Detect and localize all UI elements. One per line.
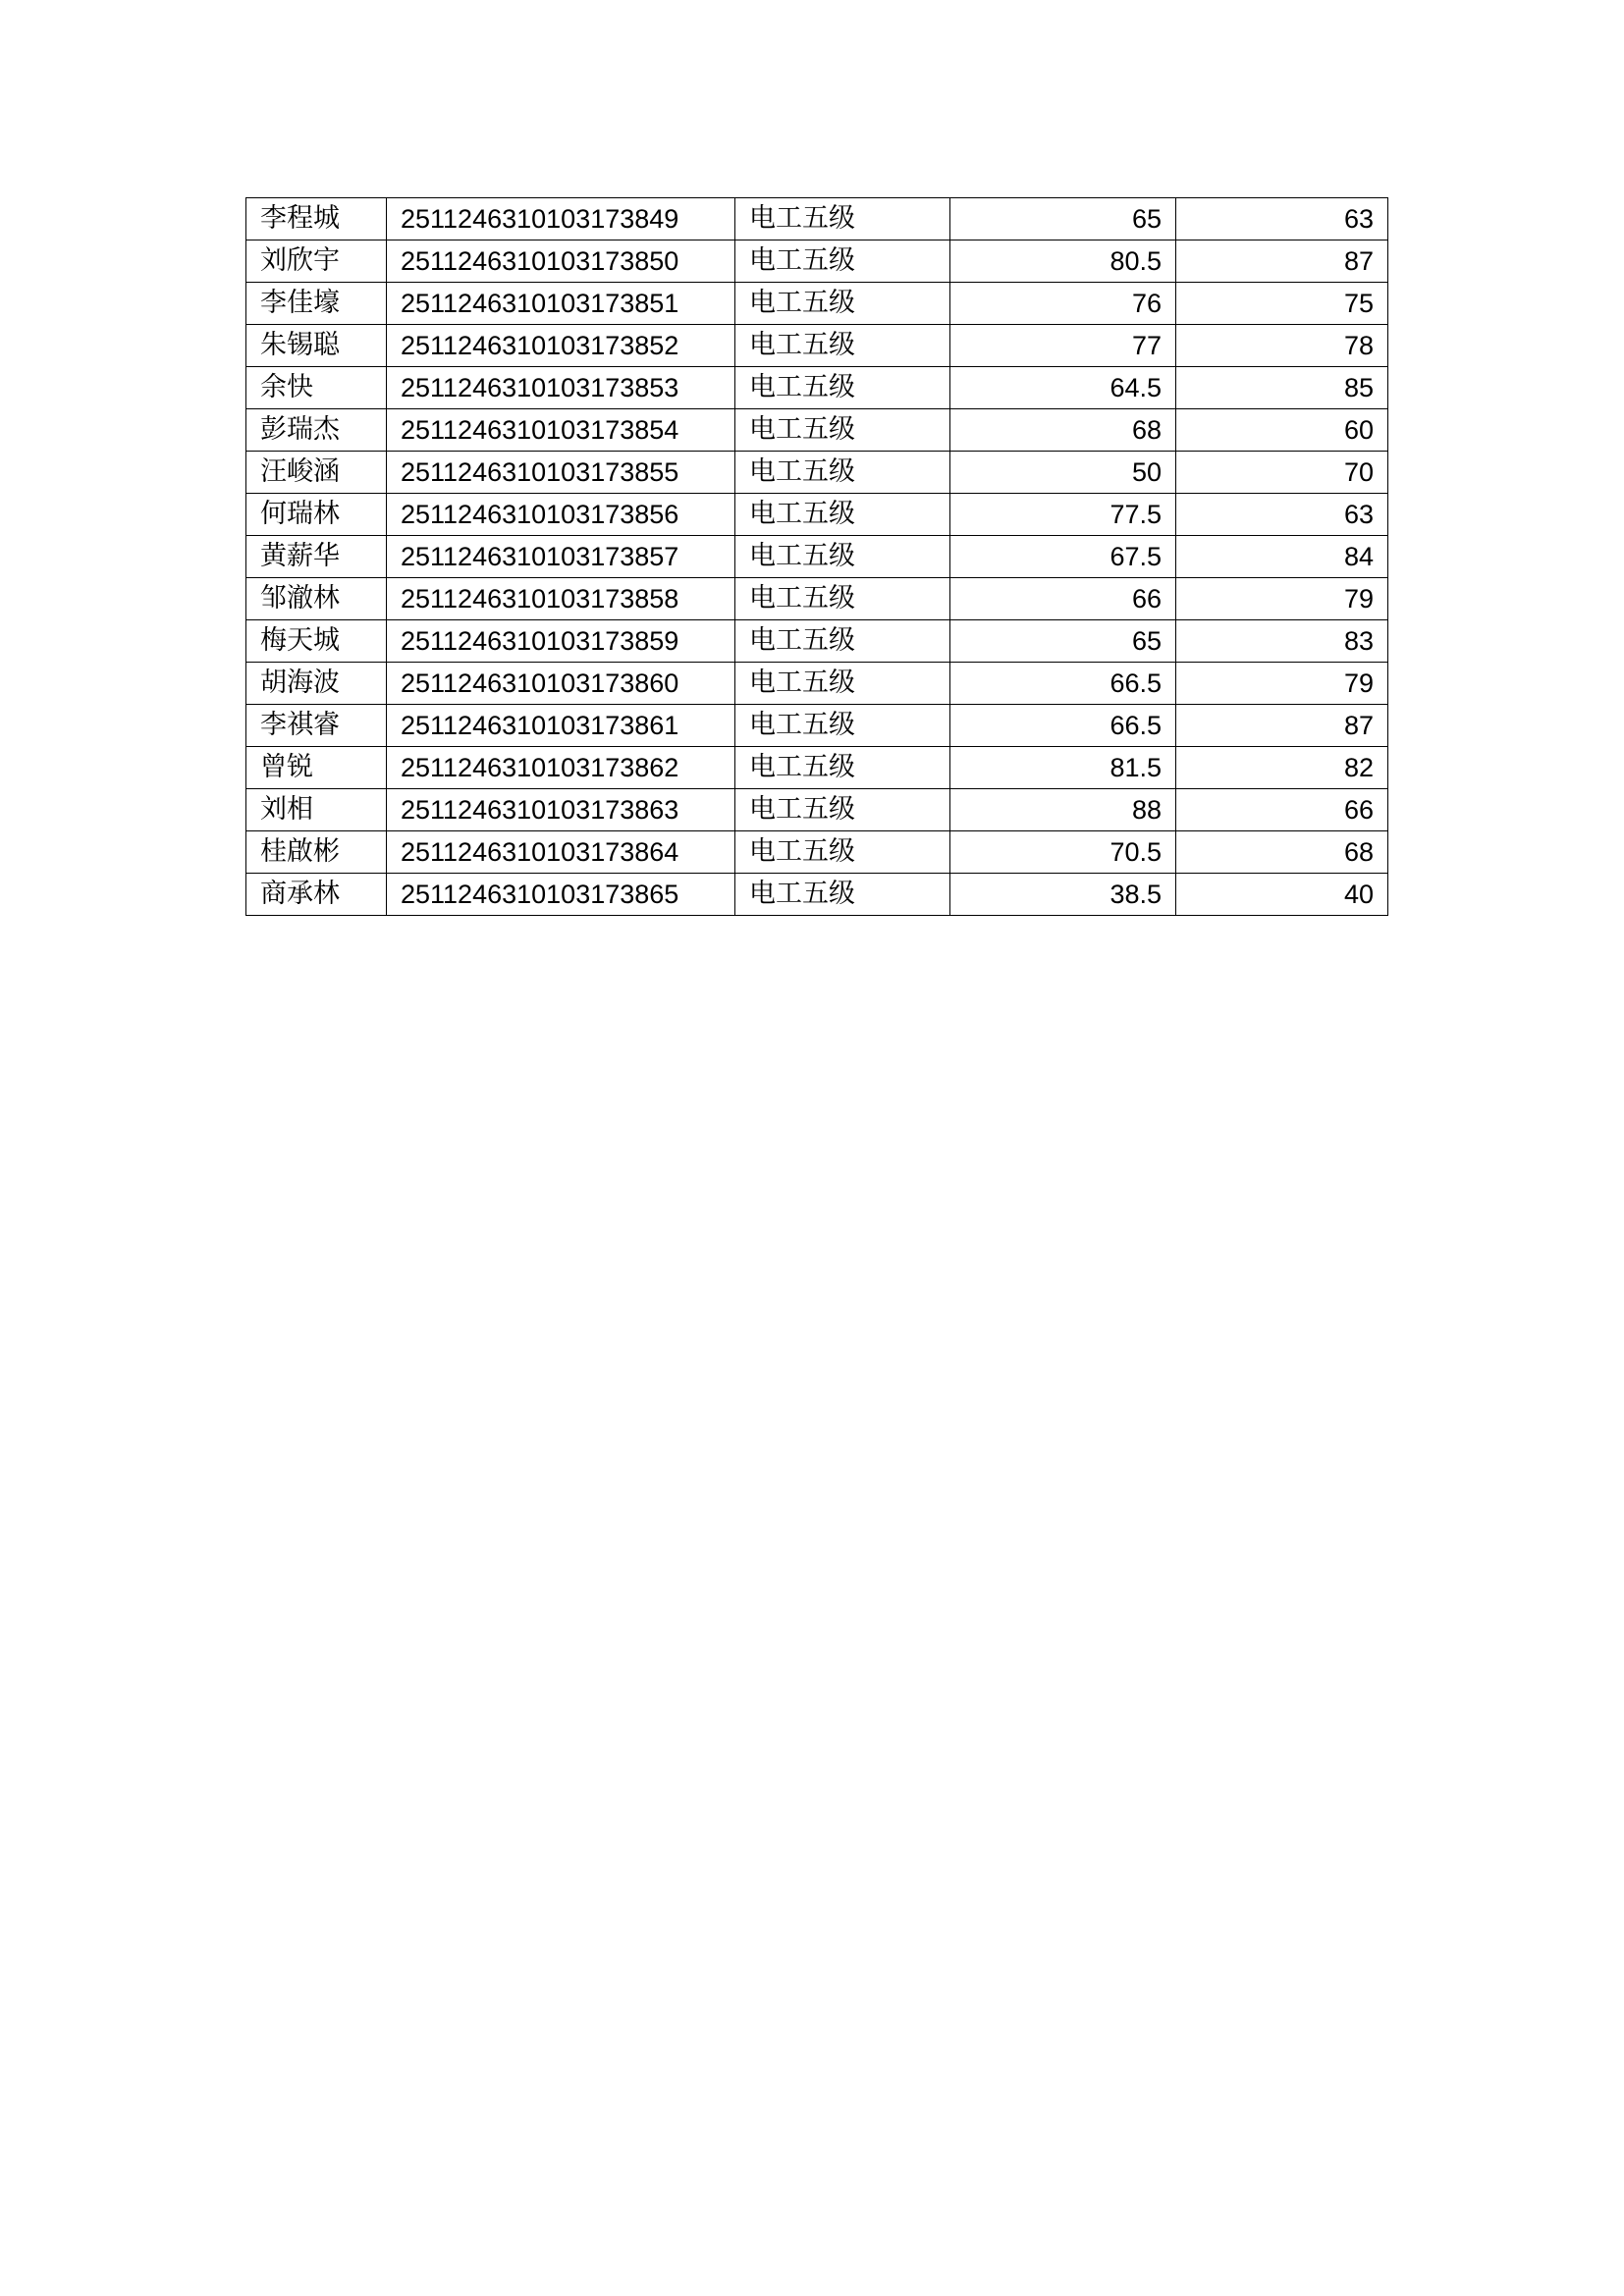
score2-cell: 75 — [1176, 283, 1388, 325]
score-table — [245, 197, 1388, 916]
id-cell: 2511246310103173858 — [387, 578, 735, 620]
id-cell: 2511246310103173862 — [387, 747, 735, 789]
score2-cell: 60 — [1176, 409, 1388, 452]
name-cell: 朱锡聪 — [246, 325, 387, 367]
name-cell: 汪峻涵 — [246, 452, 387, 494]
level-cell: 电工五级 — [735, 620, 950, 663]
table-row — [246, 874, 1388, 916]
score1-cell: 76 — [950, 283, 1176, 325]
score2-cell: 84 — [1176, 536, 1388, 578]
table-row — [246, 705, 1388, 747]
score2-cell: 87 — [1176, 240, 1388, 283]
level-cell: 电工五级 — [735, 663, 950, 705]
score2-cell: 63 — [1176, 494, 1388, 536]
score2-cell: 66 — [1176, 789, 1388, 831]
table-row — [246, 620, 1388, 663]
score1-cell: 66 — [950, 578, 1176, 620]
table-row — [246, 409, 1388, 452]
level-cell: 电工五级 — [735, 536, 950, 578]
id-cell: 2511246310103173851 — [387, 283, 735, 325]
id-cell: 2511246310103173852 — [387, 325, 735, 367]
score1-cell: 80.5 — [950, 240, 1176, 283]
name-cell: 李程城 — [246, 198, 387, 240]
name-cell: 曾锐 — [246, 747, 387, 789]
level-cell: 电工五级 — [735, 325, 950, 367]
id-cell: 2511246310103173853 — [387, 367, 735, 409]
score2-cell: 83 — [1176, 620, 1388, 663]
id-cell: 2511246310103173860 — [387, 663, 735, 705]
score1-cell: 88 — [950, 789, 1176, 831]
score1-cell: 70.5 — [950, 831, 1176, 874]
score2-cell: 40 — [1176, 874, 1388, 916]
score1-cell: 50 — [950, 452, 1176, 494]
level-cell: 电工五级 — [735, 367, 950, 409]
name-cell: 何瑞林 — [246, 494, 387, 536]
level-cell: 电工五级 — [735, 831, 950, 874]
name-cell: 李祺睿 — [246, 705, 387, 747]
score1-cell: 65 — [950, 620, 1176, 663]
score1-cell: 68 — [950, 409, 1176, 452]
score2-cell: 87 — [1176, 705, 1388, 747]
score1-cell: 67.5 — [950, 536, 1176, 578]
name-cell: 刘相 — [246, 789, 387, 831]
score2-cell: 82 — [1176, 747, 1388, 789]
id-cell: 2511246310103173856 — [387, 494, 735, 536]
score1-cell: 38.5 — [950, 874, 1176, 916]
score2-cell: 79 — [1176, 578, 1388, 620]
table-row — [246, 789, 1388, 831]
name-cell: 胡海波 — [246, 663, 387, 705]
id-cell: 2511246310103173861 — [387, 705, 735, 747]
level-cell: 电工五级 — [735, 578, 950, 620]
name-cell: 商承林 — [246, 874, 387, 916]
table-row — [246, 536, 1388, 578]
level-cell: 电工五级 — [735, 494, 950, 536]
name-cell: 梅天城 — [246, 620, 387, 663]
level-cell: 电工五级 — [735, 874, 950, 916]
id-cell: 2511246310103173855 — [387, 452, 735, 494]
id-cell: 2511246310103173864 — [387, 831, 735, 874]
table-row — [246, 325, 1388, 367]
name-cell: 桂啟彬 — [246, 831, 387, 874]
score1-cell: 66.5 — [950, 663, 1176, 705]
level-cell: 电工五级 — [735, 198, 950, 240]
id-cell: 2511246310103173863 — [387, 789, 735, 831]
score1-cell: 77 — [950, 325, 1176, 367]
level-cell: 电工五级 — [735, 789, 950, 831]
name-cell: 余快 — [246, 367, 387, 409]
table-row — [246, 663, 1388, 705]
name-cell: 刘欣宇 — [246, 240, 387, 283]
level-cell: 电工五级 — [735, 705, 950, 747]
id-cell: 2511246310103173850 — [387, 240, 735, 283]
table-row — [246, 367, 1388, 409]
score2-cell: 63 — [1176, 198, 1388, 240]
table-row — [246, 240, 1388, 283]
id-cell: 2511246310103173859 — [387, 620, 735, 663]
score2-cell: 70 — [1176, 452, 1388, 494]
score2-cell: 68 — [1176, 831, 1388, 874]
id-cell: 2511246310103173857 — [387, 536, 735, 578]
score1-cell: 64.5 — [950, 367, 1176, 409]
table-row — [246, 452, 1388, 494]
level-cell: 电工五级 — [735, 409, 950, 452]
score2-cell: 79 — [1176, 663, 1388, 705]
id-cell: 2511246310103173849 — [387, 198, 735, 240]
level-cell: 电工五级 — [735, 283, 950, 325]
id-cell: 2511246310103173865 — [387, 874, 735, 916]
level-cell: 电工五级 — [735, 747, 950, 789]
table-row — [246, 283, 1388, 325]
level-cell: 电工五级 — [735, 452, 950, 494]
table-row — [246, 578, 1388, 620]
score2-cell: 85 — [1176, 367, 1388, 409]
name-cell: 李佳壕 — [246, 283, 387, 325]
name-cell: 邹澈林 — [246, 578, 387, 620]
level-cell: 电工五级 — [735, 240, 950, 283]
name-cell: 黄薪华 — [246, 536, 387, 578]
score1-cell: 65 — [950, 198, 1176, 240]
id-cell: 2511246310103173854 — [387, 409, 735, 452]
score1-cell: 77.5 — [950, 494, 1176, 536]
table-row — [246, 494, 1388, 536]
table-row — [246, 831, 1388, 874]
score-table-body — [246, 198, 1388, 916]
score1-cell: 81.5 — [950, 747, 1176, 789]
score1-cell: 66.5 — [950, 705, 1176, 747]
name-cell: 彭瑞杰 — [246, 409, 387, 452]
table-row — [246, 198, 1388, 240]
score2-cell: 78 — [1176, 325, 1388, 367]
table-row — [246, 747, 1388, 789]
